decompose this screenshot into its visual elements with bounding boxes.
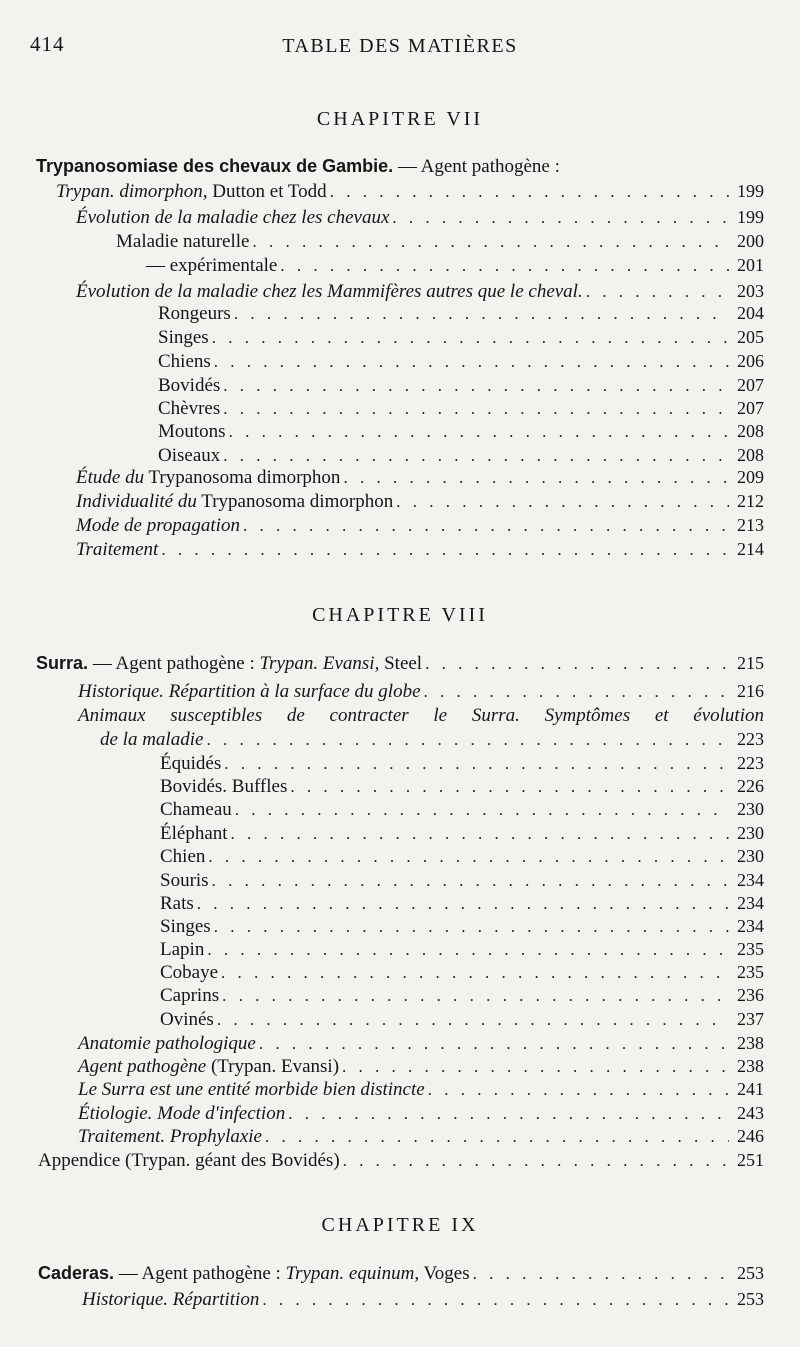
- toc-entry[interactable]: [158, 350, 764, 373]
- chapter-9-heading-bold: Caderas.: [38, 1263, 115, 1283]
- leader-dots: [243, 514, 729, 537]
- leader-dots: [212, 869, 729, 892]
- entry-italic: Trypan. dimorphon,: [56, 181, 208, 202]
- leader-dots: [473, 1262, 729, 1285]
- toc-entry[interactable]: [76, 538, 764, 561]
- entry-text: Singes: [158, 327, 209, 348]
- entry-text: Équidés: [160, 753, 222, 774]
- entry-page: 200: [737, 231, 764, 251]
- entry-page: 204: [737, 303, 764, 323]
- toc-entry[interactable]: [160, 892, 764, 915]
- chapter-7-heading: [36, 155, 764, 178]
- leader-dots: [231, 822, 729, 845]
- entry-page: 203: [737, 281, 764, 301]
- leader-dots: [161, 538, 729, 561]
- chapter-8-heading-end: Steel: [379, 653, 423, 674]
- page-number: 414: [30, 32, 65, 56]
- entry-text: Ovinés: [160, 1009, 214, 1030]
- entry-page: 234: [737, 893, 764, 913]
- toc-entry[interactable]: [76, 514, 764, 537]
- entry-page: 209: [737, 467, 764, 487]
- entry-page: 238: [737, 1056, 764, 1076]
- toc-entry[interactable]: [78, 1125, 764, 1148]
- entry-page: 234: [737, 870, 764, 890]
- leader-dots: [425, 652, 729, 675]
- toc-entry[interactable]: [158, 444, 764, 467]
- leader-dots: [214, 915, 729, 938]
- toc-entry[interactable]: [160, 798, 764, 821]
- entry-page: 230: [737, 799, 764, 819]
- leader-dots: [223, 444, 729, 467]
- animaux-line: Animaux susceptibles de contracter le Surra. Symptômes et évolution: [78, 705, 764, 726]
- toc-entry[interactable]: [160, 915, 764, 938]
- toc-entry[interactable]: [160, 984, 764, 1007]
- leader-dots: [252, 230, 729, 253]
- toc-entry[interactable]: [38, 1149, 764, 1172]
- toc-entry[interactable]: [56, 180, 764, 203]
- toc-entry[interactable]: [76, 206, 764, 229]
- entry-page: 246: [737, 1126, 764, 1146]
- toc-entry[interactable]: [160, 752, 764, 775]
- entry-page: 215: [737, 653, 764, 673]
- entry-text: Maladie naturelle: [116, 231, 250, 252]
- leader-dots: [392, 206, 729, 229]
- leader-dots: [265, 1125, 729, 1148]
- entry-page: 234: [737, 916, 764, 936]
- entry-page: 253: [737, 1289, 764, 1309]
- entry-page: 199: [737, 207, 764, 227]
- entry-italic: Anatomie pathologique: [78, 1033, 256, 1054]
- leader-dots: [197, 892, 729, 915]
- entry-text: Lapin: [160, 939, 205, 960]
- chapter-8-heading-italic: Trypan. Evansi,: [259, 653, 380, 674]
- chapter-8-heading[interactable]: [36, 652, 764, 675]
- leader-dots: [262, 1288, 729, 1311]
- entry-page: 237: [737, 1009, 764, 1029]
- toc-entry[interactable]: [158, 420, 764, 443]
- toc-entry[interactable]: [82, 1288, 764, 1311]
- entry-page: 207: [737, 375, 764, 395]
- entry-text: Chien: [160, 846, 206, 867]
- entry-text: Rongeurs: [158, 303, 231, 324]
- leader-dots: [217, 1008, 729, 1031]
- entry-text: Chameau: [160, 799, 232, 820]
- entry-page: 206: [737, 351, 764, 371]
- entry-text: Bovidés: [158, 375, 221, 396]
- entry-page: 230: [737, 823, 764, 843]
- entry-italic: Traitement. Prophylaxie: [78, 1126, 262, 1147]
- leader-dots: [330, 180, 729, 203]
- entry-page: 251: [737, 1150, 764, 1170]
- leader-dots: [207, 938, 729, 961]
- entry-text: Bovidés. Buffles: [160, 776, 288, 797]
- entry-page: 214: [737, 539, 764, 559]
- leader-dots: [288, 1102, 729, 1125]
- entry-italic: Évolution de la maladie chez les chevaux: [76, 207, 390, 228]
- toc-entry[interactable]: [160, 845, 764, 868]
- entry-text: Appendice (Trypan. géant des Bovidés): [38, 1150, 340, 1171]
- entry-page: 213: [737, 515, 764, 535]
- leader-dots: [290, 775, 729, 798]
- toc-entry[interactable]: [78, 680, 764, 703]
- entry-text: de la maladie: [100, 729, 204, 750]
- entry-italic: Étude du: [76, 467, 145, 488]
- toc-entry[interactable]: [158, 374, 764, 397]
- entry-page: 208: [737, 421, 764, 441]
- chapter-8-heading-mid: — Agent pathogène :: [88, 653, 260, 674]
- toc-entry[interactable]: [160, 938, 764, 961]
- entry-page: 226: [737, 776, 764, 796]
- entry-page: 207: [737, 398, 764, 418]
- entry-page: 223: [737, 729, 764, 749]
- entry-italic: Traitement: [76, 539, 159, 560]
- chapter-9-heading-mid: — Agent pathogène :: [114, 1263, 286, 1284]
- entry-page: 235: [737, 939, 764, 959]
- leader-dots: [259, 1032, 729, 1055]
- entry-page: 201: [737, 255, 764, 275]
- entry-text: Chèvres: [158, 398, 221, 419]
- chapter-9-heading-italic: Trypan. equinum,: [285, 1263, 420, 1284]
- entry-page: 241: [737, 1079, 764, 1099]
- entry-page: 243: [737, 1103, 764, 1123]
- chapter-9-heading-end: Voges: [419, 1263, 470, 1284]
- entry-text: Caprins: [160, 985, 220, 1006]
- leader-dots: [280, 254, 729, 277]
- toc-entry[interactable]: [160, 775, 764, 798]
- entry-page: 238: [737, 1033, 764, 1053]
- leader-dots: [343, 466, 729, 489]
- toc-entry[interactable]: [78, 1078, 764, 1101]
- leader-dots: [343, 1149, 729, 1172]
- running-title: TABLE DES MATIÈRES: [282, 35, 518, 57]
- entry-italic: Individualité du: [76, 491, 197, 512]
- toc-entry[interactable]: [158, 326, 764, 349]
- entry-italic: Historique. Répartition: [82, 1289, 260, 1310]
- entry-page: 230: [737, 846, 764, 866]
- entry-text: Chiens: [158, 351, 211, 372]
- toc-entry[interactable]: [76, 490, 764, 513]
- leader-dots: [234, 302, 729, 325]
- leader-dots: [212, 326, 729, 349]
- leader-dots: [342, 1055, 729, 1078]
- entry-text: Trypanosoma dimorphon: [196, 491, 394, 512]
- chapter-7-heading-rest: — Agent pathogène :: [393, 156, 560, 177]
- toc-entry[interactable]: [100, 728, 764, 751]
- entry-page: 216: [737, 681, 764, 701]
- leader-dots: [428, 1078, 729, 1101]
- chapter-8-heading-bold: Surra.: [36, 653, 89, 673]
- entry-italic: Étiologie. Mode d'infection: [78, 1103, 286, 1124]
- toc-entry[interactable]: [160, 869, 764, 892]
- entry-page: 212: [737, 491, 764, 511]
- entry-text: Moutons: [158, 421, 226, 442]
- entry-italic: Évolution de la maladie chez les Mammifères autres que le cheval.: [76, 281, 583, 302]
- toc-entry[interactable]: [76, 280, 764, 303]
- entry-text: — expérimentale: [146, 255, 278, 276]
- entry-text: Singes: [160, 916, 211, 937]
- toc-entry[interactable]: [78, 1055, 764, 1078]
- leader-dots: [221, 961, 729, 984]
- toc-entry[interactable]: [160, 961, 764, 984]
- leader-dots: [208, 845, 729, 868]
- entry-text: (Trypan. Evansi): [206, 1056, 340, 1077]
- leader-dots: [424, 680, 729, 703]
- entry-text: Éléphant: [160, 823, 228, 844]
- entry-italic: Historique. Répartition à la surface du globe: [78, 681, 421, 702]
- entry-text: Cobaye: [160, 962, 219, 983]
- entry-text: Dutton et Todd: [207, 181, 327, 202]
- entry-page: 236: [737, 985, 764, 1005]
- toc-entry[interactable]: [158, 397, 764, 420]
- toc-entry[interactable]: [160, 1008, 764, 1031]
- chapter-8-title: CHAPITRE VIII: [312, 604, 488, 626]
- toc-entry[interactable]: [76, 466, 764, 489]
- leader-dots: [223, 374, 729, 397]
- entry-italic: Agent pathogène: [78, 1056, 207, 1077]
- toc-entry[interactable]: [78, 1102, 764, 1125]
- leader-dots: [224, 752, 729, 775]
- toc-entry[interactable]: [116, 230, 764, 253]
- leader-dots: [214, 350, 729, 373]
- toc-entry[interactable]: [146, 254, 764, 277]
- toc-entry[interactable]: [160, 822, 764, 845]
- leader-dots: [206, 728, 729, 751]
- leader-dots: [222, 984, 729, 1007]
- entry-page: 205: [737, 327, 764, 347]
- chapter-9-title: CHAPITRE IX: [321, 1214, 479, 1236]
- leader-dots: [223, 397, 729, 420]
- chapter-7-heading-bold: Trypanosomiase des chevaux de Gambie.: [36, 156, 394, 176]
- toc-entry[interactable]: [78, 1032, 764, 1055]
- entry-text: Souris: [160, 870, 209, 891]
- leader-dots: [235, 798, 729, 821]
- entry-italic: Le Surra est une entité morbide bien distincte: [78, 1079, 425, 1100]
- entry-page: 235: [737, 962, 764, 982]
- chapter-7-title: CHAPITRE VII: [316, 108, 484, 130]
- entry-page: 208: [737, 445, 764, 465]
- entry-text: Trypanosoma dimorphon: [144, 467, 341, 488]
- entry-text: Oiseaux: [158, 445, 221, 466]
- leader-dots: [229, 420, 729, 443]
- leader-dots: [396, 490, 729, 513]
- entry-italic: Mode de propagation: [76, 515, 240, 536]
- toc-entry[interactable]: [158, 302, 764, 325]
- entry-page: 253: [737, 1263, 764, 1283]
- entry-page: 199: [737, 181, 764, 201]
- chapter-9-heading[interactable]: [38, 1262, 764, 1285]
- leader-dots: [586, 280, 729, 303]
- entry-page: 223: [737, 753, 764, 773]
- entry-text: Rats: [160, 893, 194, 914]
